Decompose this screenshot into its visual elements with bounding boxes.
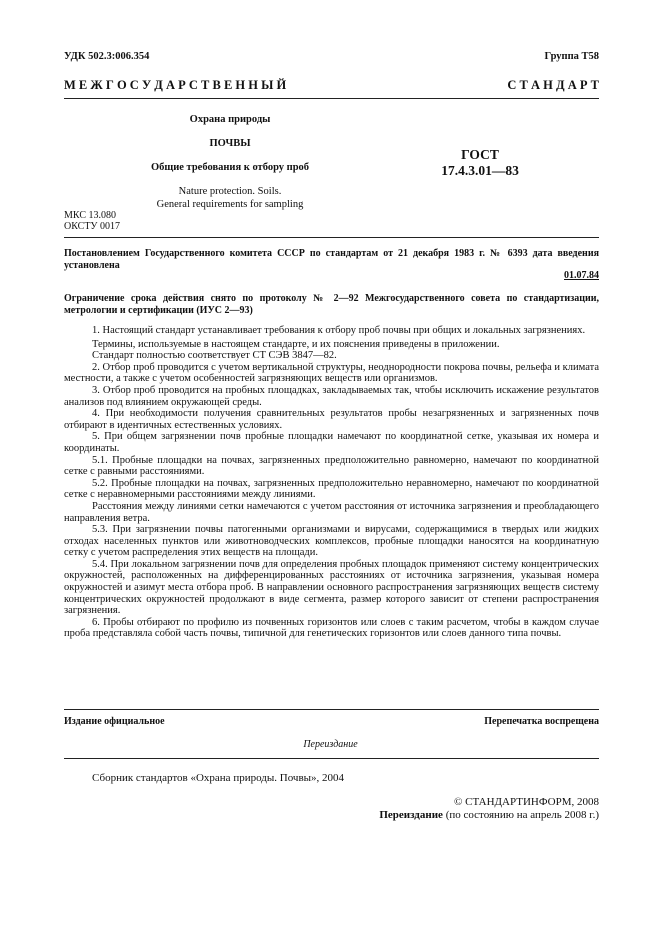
paragraph: 4. При необходимости получения сравнительных результатов пробы незагрязненных и загрязненных почв отбирают в идентичных естественных условиях. xyxy=(64,408,599,431)
gost-label: ГОСТ xyxy=(461,147,499,162)
introduction-date: 01.07.84 xyxy=(564,270,599,281)
decree-text: Постановлением Государственного комитета СССР по стандартам от 21 декабря 1983 г. № 6393 дата введения установлена xyxy=(64,248,599,271)
udk-code: УДК 502.3:006.354 xyxy=(64,51,150,62)
title-line-3: Общие требования к отбору проб xyxy=(150,162,310,173)
paragraph: 2. Отбор проб проводится с учетом вертикальной структуры, неоднородности покрова почвы, рельефа и климата местности, а также с учетом особенностей загрязняющих веществ или организмов. xyxy=(64,361,599,385)
reissue-note xyxy=(379,809,599,821)
okstu-code: ОКСТУ 0017 xyxy=(64,221,121,232)
footer-rule xyxy=(64,709,599,710)
paragraph: 5.2. Пробные площадки на почвах, загрязненных предположительно неравномерно, намечают по координатной сетке с неравномерными расстояниями между линиями. xyxy=(64,477,599,501)
reissue-label: Переиздание xyxy=(303,739,358,750)
standard-type-word-2: С Т А Н Д А Р Т xyxy=(507,78,599,92)
title-line-1: Охрана природы xyxy=(189,114,271,125)
limit-text: Ограничение срока действия снято по протоколу № 2—92 Межгосударственного совета по стандартизации, метрологии и сертификации (ИУС 2—93) xyxy=(64,293,599,316)
reissue-note-text: (по состоянию на апрель 2008 г.) xyxy=(442,809,599,821)
paragraph: 5.3. При загрязнении почвы патогенными организмами и вирусами, содержащимися в твердых или жидких отходах населенных пунктов или животноводческих комплексов, пробные площадки наносятся на координатную сетку с учетом распределения этих веществ на площади. xyxy=(64,524,599,559)
reissue-note-bold: Переиздание xyxy=(379,809,443,821)
official-edition: Издание официальное xyxy=(64,716,165,727)
paragraph: Расстояния между линиями сетки намечаются с учетом расстояния от источника загрязнения и преобладающего направления ветра. xyxy=(64,500,599,524)
collection-note: Сборник стандартов «Охрана природы. Почвы», 2004 xyxy=(92,772,345,784)
group-code: Группа Т58 xyxy=(544,51,599,62)
copyright: © СТАНДАРТИНФОРМ, 2008 xyxy=(454,796,599,808)
body-text xyxy=(64,325,599,640)
mks-code: МКС 13.080 xyxy=(64,210,116,221)
title-line-2: ПОЧВЫ xyxy=(209,138,251,149)
reprint-prohibited: Перепечатка воспрещена xyxy=(484,716,599,727)
english-title-2: General requirements for sampling xyxy=(156,199,304,210)
reissue-rule xyxy=(64,758,599,759)
title-rule xyxy=(64,237,599,238)
english-title-1: Nature protection. Soils. xyxy=(178,186,282,197)
standard-type-heading xyxy=(64,78,599,93)
paragraph: 5.1. Пробные площадки на почвах, загрязненных предположительно равномерно, намечают по координатной сетке с равными расстояниями. xyxy=(64,454,599,478)
paragraph: 1. Настоящий стандарт устанавливает требования к отбору проб почвы при общих и локальных загрязнениях. xyxy=(92,325,586,336)
paragraph: 6. Пробы отбирают по профилю из почвенных горизонтов или слоев с таким расчетом, чтобы в каждом случае проба представляла собой часть почвы, типичной для генетических горизонтов или слоев данного типа почвы. xyxy=(64,616,599,640)
paragraph: Термины, используемые в настоящем стандарте, и их пояснения приведены в приложении. xyxy=(92,338,500,350)
paragraph: Стандарт полностью соответствует СТ СЭВ 3847—82. xyxy=(92,350,337,362)
paragraph: 3. Отбор проб проводится на пробных площадках, закладываемых так, чтобы исключить искажение результатов анализов под влиянием окружающей среды. xyxy=(64,384,599,408)
header-rule xyxy=(64,98,599,99)
paragraph: 5.4. При локальном загрязнении почв для определения пробных площадок применяют систему концентрических окружностей, расположенных на дифференцированных расстояниях от источника загрязнения, указывая номера окружностей и азимут места отбора проб. В направлении основного распространения загрязняющих веществ систему концентрических окружностей продолжают в виде сегмента, размер которого зависит от степени распространения загрязнения. xyxy=(64,558,599,617)
gost-number: 17.4.3.01—83 xyxy=(441,163,519,178)
standard-type-word-1: М Е Ж Г О С У Д А Р С Т В Е Н Н Ы Й xyxy=(64,78,287,92)
paragraph: 5. При общем загрязнении почв пробные площадки намечают по координатной сетке, указывая их номера и координаты. xyxy=(64,431,599,454)
